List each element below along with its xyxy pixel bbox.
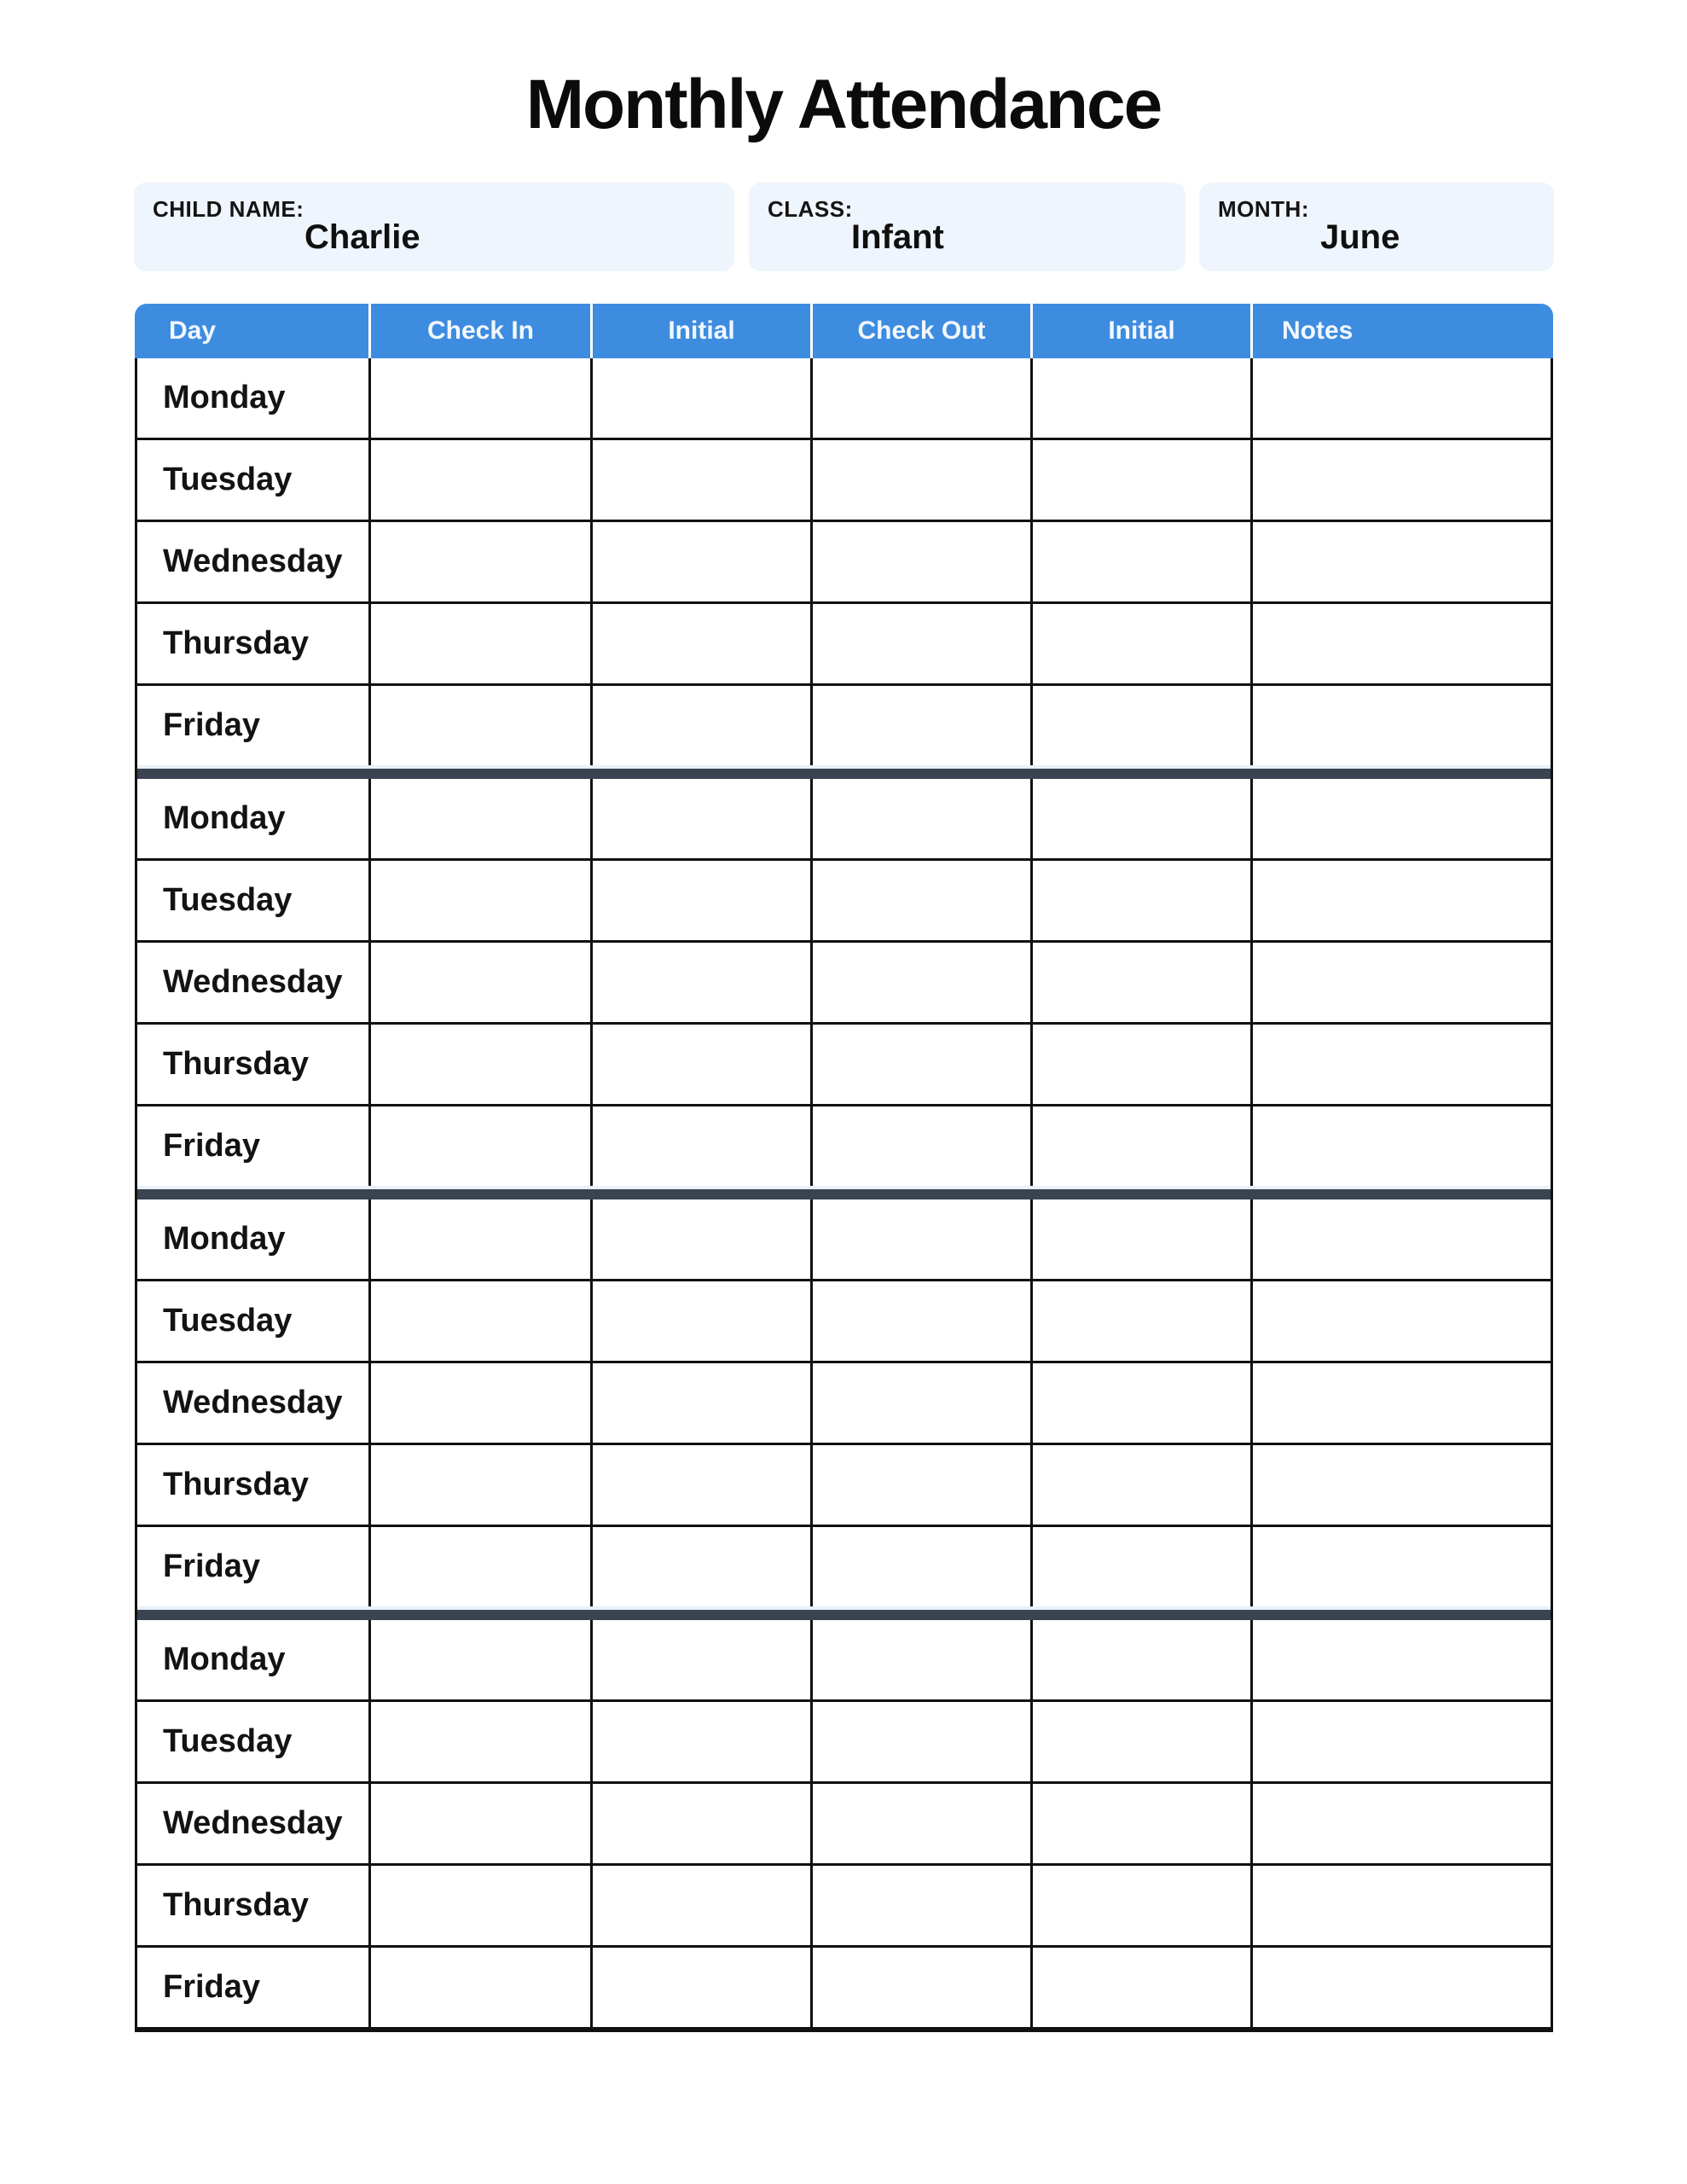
check-out-cell[interactable] — [813, 1702, 1033, 1781]
check-out-cell[interactable] — [813, 604, 1033, 683]
initial-out-cell[interactable] — [1033, 1363, 1253, 1443]
child-name-label: CHILD NAME: — [153, 196, 304, 222]
initial-in-cell[interactable] — [593, 686, 813, 765]
check-in-cell[interactable] — [371, 1281, 593, 1361]
col-header-day: Day — [135, 304, 371, 358]
initial-out-cell[interactable] — [1033, 861, 1253, 940]
initial-in-cell[interactable] — [593, 943, 813, 1022]
table-row — [137, 943, 1551, 1025]
initial-out-cell[interactable] — [1033, 779, 1253, 858]
table-header-row — [135, 304, 1553, 358]
table-body — [135, 358, 1553, 2032]
initial-in-cell[interactable] — [593, 358, 813, 438]
initial-in-cell[interactable] — [593, 1025, 813, 1104]
check-in-cell[interactable] — [371, 1445, 593, 1525]
notes-cell[interactable] — [1253, 440, 1551, 520]
col-header-notes: Notes — [1282, 317, 1354, 345]
day-cell: Wednesday — [137, 1784, 371, 1863]
notes-cell[interactable] — [1253, 943, 1551, 1022]
initial-in-cell[interactable] — [593, 1948, 813, 2027]
initial-in-cell[interactable] — [593, 1445, 813, 1525]
check-in-cell[interactable] — [371, 522, 593, 601]
table-row — [137, 1620, 1551, 1702]
table-row — [137, 1948, 1551, 2027]
table-row — [137, 1281, 1551, 1363]
initial-out-cell[interactable] — [1033, 1948, 1253, 2027]
initial-out-cell[interactable] — [1033, 440, 1253, 520]
check-in-cell[interactable] — [371, 779, 593, 858]
day-cell: Thursday — [137, 604, 371, 683]
day-cell: Friday — [137, 1527, 371, 1606]
notes-cell[interactable] — [1253, 861, 1551, 940]
check-in-cell[interactable] — [371, 1363, 593, 1443]
table-row — [137, 440, 1551, 522]
notes-cell[interactable] — [1253, 1866, 1551, 1945]
day-cell: Monday — [137, 1199, 371, 1279]
table-row — [137, 1784, 1551, 1866]
check-out-cell[interactable] — [813, 861, 1033, 940]
day-cell: Friday — [137, 686, 371, 765]
check-in-cell[interactable] — [371, 1948, 593, 2027]
notes-cell[interactable] — [1253, 1445, 1551, 1525]
col-header-initial-in: Initial — [593, 304, 813, 358]
initial-in-cell[interactable] — [593, 1199, 813, 1279]
child-name-value: Charlie — [304, 218, 420, 256]
day-cell: Tuesday — [137, 861, 371, 940]
check-in-cell[interactable] — [371, 1527, 593, 1606]
table-row — [137, 1702, 1551, 1784]
check-out-cell[interactable] — [813, 1784, 1033, 1863]
initial-out-cell[interactable] — [1033, 943, 1253, 1022]
table-row — [137, 1025, 1551, 1107]
notes-cell[interactable] — [1253, 1784, 1551, 1863]
check-in-cell[interactable] — [371, 1784, 593, 1863]
check-out-cell[interactable] — [813, 686, 1033, 765]
initial-in-cell[interactable] — [593, 522, 813, 601]
initial-in-cell[interactable] — [593, 1620, 813, 1699]
check-out-cell[interactable] — [813, 779, 1033, 858]
check-out-cell[interactable] — [813, 1527, 1033, 1606]
day-cell: Monday — [137, 1620, 371, 1699]
check-out-cell[interactable] — [813, 943, 1033, 1022]
check-out-cell[interactable] — [813, 1199, 1033, 1279]
check-out-cell[interactable] — [813, 1866, 1033, 1945]
initial-out-cell[interactable] — [1033, 522, 1253, 601]
month-value: June — [1320, 218, 1400, 256]
col-header-initial-out: Initial — [1033, 304, 1253, 358]
table-row — [137, 1107, 1551, 1189]
check-out-cell[interactable] — [813, 1445, 1033, 1525]
day-cell: Wednesday — [137, 522, 371, 601]
table-row — [137, 1199, 1551, 1281]
check-out-cell[interactable] — [813, 358, 1033, 438]
initial-in-cell[interactable] — [593, 861, 813, 940]
check-out-cell[interactable] — [813, 1620, 1033, 1699]
initial-in-cell[interactable] — [593, 440, 813, 520]
day-cell: Friday — [137, 1948, 371, 2027]
check-out-cell[interactable] — [813, 1025, 1033, 1104]
notes-cell[interactable] — [1253, 604, 1551, 683]
notes-cell[interactable] — [1253, 686, 1551, 765]
check-out-cell[interactable] — [813, 1281, 1033, 1361]
day-cell: Tuesday — [137, 1281, 371, 1361]
initial-in-cell[interactable] — [593, 604, 813, 683]
day-cell: Wednesday — [137, 943, 371, 1022]
check-in-cell[interactable] — [371, 1025, 593, 1104]
table-row — [137, 604, 1551, 686]
day-cell: Tuesday — [137, 440, 371, 520]
initial-out-cell[interactable] — [1033, 1784, 1253, 1863]
initial-out-cell[interactable] — [1033, 1281, 1253, 1361]
initial-in-cell[interactable] — [593, 1107, 813, 1186]
table-row — [137, 1363, 1551, 1445]
table-row — [137, 686, 1551, 769]
col-header-check-in: Check In — [371, 304, 593, 358]
table-row — [137, 1866, 1551, 1948]
notes-cell[interactable] — [1253, 779, 1551, 858]
day-cell: Monday — [137, 779, 371, 858]
notes-cell[interactable] — [1253, 1702, 1551, 1781]
table-row — [137, 522, 1551, 604]
initial-out-cell[interactable] — [1033, 604, 1253, 683]
table-row — [137, 861, 1551, 943]
check-out-cell[interactable] — [813, 1948, 1033, 2027]
check-in-cell[interactable] — [371, 1107, 593, 1186]
col-header-check-out: Check Out — [813, 304, 1033, 358]
initial-in-cell[interactable] — [593, 1702, 813, 1781]
check-in-cell[interactable] — [371, 440, 593, 520]
check-out-cell[interactable] — [813, 522, 1033, 601]
initial-out-cell[interactable] — [1033, 1107, 1253, 1186]
check-in-cell[interactable] — [371, 943, 593, 1022]
initial-out-cell[interactable] — [1033, 686, 1253, 765]
initial-in-cell[interactable] — [593, 779, 813, 858]
attendance-table — [135, 304, 1553, 2032]
table-row — [137, 1445, 1551, 1527]
check-in-cell[interactable] — [371, 604, 593, 683]
check-in-cell[interactable] — [371, 1199, 593, 1279]
day-cell: Friday — [137, 1107, 371, 1186]
check-in-cell[interactable] — [371, 861, 593, 940]
week-separator — [137, 1189, 1551, 1199]
class-field[interactable] — [749, 183, 1186, 271]
day-cell: Tuesday — [137, 1702, 371, 1781]
check-in-cell[interactable] — [371, 1866, 593, 1945]
week-separator — [137, 769, 1551, 779]
day-cell: Thursday — [137, 1025, 371, 1104]
check-out-cell[interactable] — [813, 1363, 1033, 1443]
check-in-cell[interactable] — [371, 358, 593, 438]
initial-out-cell[interactable] — [1033, 1620, 1253, 1699]
notes-cell[interactable] — [1253, 358, 1551, 438]
notes-cell[interactable] — [1253, 1363, 1551, 1443]
notes-cell[interactable] — [1253, 1620, 1551, 1699]
initial-out-cell[interactable] — [1033, 1025, 1253, 1104]
month-label: MONTH: — [1218, 196, 1309, 222]
month-field[interactable] — [1199, 183, 1554, 271]
day-cell: Thursday — [137, 1445, 371, 1525]
week-separator — [137, 1610, 1551, 1620]
class-label: CLASS: — [768, 196, 853, 222]
table-row — [137, 779, 1551, 861]
class-value: Infant — [851, 218, 944, 256]
notes-cell[interactable] — [1253, 522, 1551, 601]
notes-cell[interactable] — [1253, 1281, 1551, 1361]
notes-cell[interactable] — [1253, 1948, 1551, 2027]
day-cell: Wednesday — [137, 1363, 371, 1443]
notes-cell[interactable] — [1253, 1107, 1551, 1186]
day-cell: Monday — [137, 358, 371, 438]
notes-cell[interactable] — [1253, 1025, 1551, 1104]
check-out-cell[interactable] — [813, 1107, 1033, 1186]
check-in-cell[interactable] — [371, 686, 593, 765]
initial-out-cell[interactable] — [1033, 1527, 1253, 1606]
initial-out-cell[interactable] — [1033, 1199, 1253, 1279]
initial-in-cell[interactable] — [593, 1527, 813, 1606]
table-row — [137, 1527, 1551, 1610]
initial-out-cell[interactable] — [1033, 1445, 1253, 1525]
page-title: Monthly Attendance — [525, 66, 1162, 143]
check-in-cell[interactable] — [371, 1702, 593, 1781]
initial-out-cell[interactable] — [1033, 1866, 1253, 1945]
initial-in-cell[interactable] — [593, 1363, 813, 1443]
day-cell: Thursday — [137, 1866, 371, 1945]
initial-in-cell[interactable] — [593, 1281, 813, 1361]
initial-out-cell[interactable] — [1033, 1702, 1253, 1781]
child-name-field[interactable] — [134, 183, 734, 271]
check-in-cell[interactable] — [371, 1620, 593, 1699]
check-out-cell[interactable] — [813, 440, 1033, 520]
table-row — [137, 358, 1551, 440]
initial-in-cell[interactable] — [593, 1784, 813, 1863]
initial-in-cell[interactable] — [593, 1866, 813, 1945]
initial-out-cell[interactable] — [1033, 358, 1253, 438]
notes-cell[interactable] — [1253, 1527, 1551, 1606]
notes-cell[interactable] — [1253, 1199, 1551, 1279]
